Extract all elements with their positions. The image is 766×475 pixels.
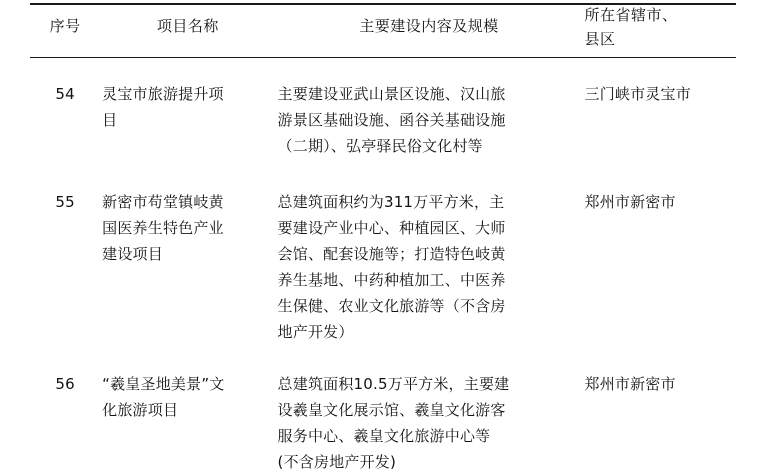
row-project-name: [100, 371, 275, 475]
header-description: 主要建设内容及规模: [359, 17, 499, 35]
row-project-name-line: 建设项目: [102, 245, 163, 263]
row-project-name-line: “羲皇圣地美景”文: [102, 375, 225, 393]
row-area: [583, 189, 737, 345]
row-project-name-line: 化旅游项目: [102, 401, 179, 419]
row-project-name-line: 目: [102, 111, 118, 129]
row-area: [583, 81, 737, 159]
table-header-rule: [30, 57, 736, 58]
row-number: 54: [55, 85, 75, 103]
table-row: [30, 371, 736, 475]
row-area-line: 三门峡市灵宝市: [584, 85, 691, 103]
row-description-line: 设羲皇文化展示馆、羲皇文化游客: [277, 401, 506, 419]
project-table: [30, 0, 736, 475]
row-number: 56: [55, 375, 75, 393]
row-description-line: 游景区基础设施、函谷关基础设施: [277, 111, 506, 129]
row-description-line: 主要建设亚武山景区设施、汉山旅: [277, 85, 506, 103]
row-area-line: 郑州市新密市: [584, 193, 676, 211]
row-description-line: 要建设产业中心、种植园区、大师: [277, 219, 506, 237]
row-project-name: [100, 189, 275, 345]
spacer: [30, 159, 736, 189]
row-description: [276, 81, 583, 159]
row-description-line: 服务中心、羲皇文化旅游中心等: [277, 427, 491, 445]
table-row: [30, 81, 736, 159]
row-number: 55: [55, 193, 75, 211]
row-description-line: (不含房地产开发): [277, 453, 397, 471]
row-description-line: （二期）、弘亭驿民俗文化村等: [277, 137, 483, 155]
row-description-line: 地产开发）: [277, 323, 354, 341]
header-project-name: 项目名称: [156, 17, 219, 35]
row-project-name-line: 国医养生特色产业: [102, 219, 224, 237]
table-header-row: [30, 0, 736, 51]
row-project-name-line: 灵宝市旅游提升项: [102, 85, 224, 103]
row-project-name-line: 新密市苟堂镇岐黄: [102, 193, 224, 211]
spacer: [30, 51, 736, 81]
row-area-line: 郑州市新密市: [584, 375, 676, 393]
table-row: [30, 189, 736, 345]
header-area-line-2: 县区: [584, 30, 616, 48]
header-area: [583, 0, 737, 51]
header-area-line-1: 所在省辖市、: [584, 6, 678, 24]
row-description-line: 生保健、农业文化旅游等（不含房: [277, 297, 506, 315]
header-no: 序号: [49, 17, 81, 35]
spacer: [30, 345, 736, 371]
row-description: [276, 189, 583, 345]
row-description-line: 会馆、配套设施等；打造特色岐黄: [277, 245, 506, 263]
row-description-line: 总建筑面积约为311万平方米，主: [277, 193, 505, 211]
row-description: [276, 371, 583, 475]
row-area: [583, 371, 737, 475]
table-top-rule: [30, 3, 736, 5]
row-description-line: 养生基地、中药种植加工、中医养: [277, 271, 506, 289]
row-project-name: [100, 81, 275, 159]
row-description-line: 总建筑面积10.5万平方米，主要建: [277, 375, 510, 393]
